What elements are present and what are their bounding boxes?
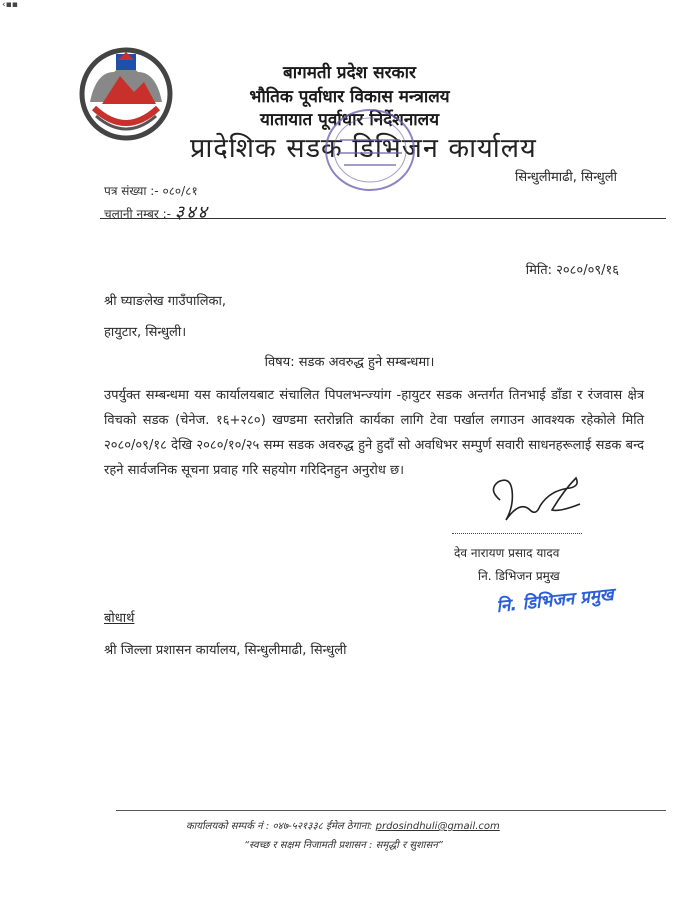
signature-icon	[480, 470, 590, 530]
office-seal-icon	[320, 105, 420, 195]
office-name: प्रादेशिक सडक डिभिजन कार्यालय	[190, 133, 537, 164]
patra-sankhya: पत्र संख्या :- ०८०/८१	[104, 184, 198, 198]
signatory-designation: नि. डिभिजन प्रमुख	[478, 569, 560, 583]
header-line-3: यातायात पूर्वाधार निर्देशनालय	[259, 110, 440, 130]
footer-divider	[116, 810, 666, 811]
header-line-1: बागमती प्रदेश सरकार	[283, 63, 416, 83]
letter-date: मिति: २०८०/०९/१६	[525, 263, 619, 278]
recipient-line-1: श्री घ्याङलेख गाउँपालिका,	[104, 294, 227, 309]
footer-motto: “स्वच्छ र सक्षम निजामती प्रशासन : समृद्धी र सुशासन”	[244, 840, 443, 851]
signature-line	[452, 533, 582, 534]
letter-body: उपर्युक्त सम्बन्धमा यस कार्यालयबाट संचालित पिपलभन्ज्यांग -हायुटर सडक अन्तर्गत तिनभाई डाँडा र रंजवास क्षेत्र विचको सडक (चेनेज. १६+२८०) खण्डमा स्तरोन्नति कार्यका लागि टेवा पर्खाल लगाउन आवश्यक रहेकोले मिति २०८०/०९/१८ देखि २०८०/१०/२५ सम्म सडक अवरुद्ध हुने हुदाँ सो अवधिभर सम्पुर्ण सवारी साधनहरूलाई सडक बन्द रहने सार्वजनिक सूचना प्रवाह गरि सहयोग गरिदिनहुन अनुरोध छ।	[104, 388, 644, 478]
corner-mark: ‹▪▪	[2, 0, 18, 10]
footer-email: prdosindhuli@gmail.com	[375, 821, 500, 832]
chalani-label: चलानी नम्बर :-	[104, 207, 171, 221]
recipient-line-2: हायुटार, सिन्धुली।	[104, 325, 187, 340]
header-line-2: भौतिक पूर्वाधार विकास मन्त्रालय	[249, 87, 450, 107]
office-place: सिन्धुलीमाढी, सिन्धुली	[515, 170, 617, 185]
signatory-name: देव नारायण प्रसाद यादव	[454, 546, 560, 560]
header-divider	[100, 218, 666, 219]
letter-subject: विषय: सडक अवरुद्ध हुने सम्बन्धमा।	[264, 355, 435, 370]
chalani-number: ३४४	[174, 202, 209, 223]
cc-recipient: श्री जिल्ला प्रशासन कार्यालय, सिन्धुलीमाढी, सिन्धुली	[104, 643, 347, 658]
footer-contact-prefix: कार्यालयको सम्पर्क नं : ०४७-५२१३३८ ईमेल ठेगाना:	[186, 821, 373, 832]
cc-title: बोधार्थ	[104, 611, 135, 626]
footer-contact	[186, 818, 500, 832]
designation-stamp: नि. डिभिजन प्रमुख	[495, 584, 615, 618]
chalani-number-row	[104, 200, 209, 224]
